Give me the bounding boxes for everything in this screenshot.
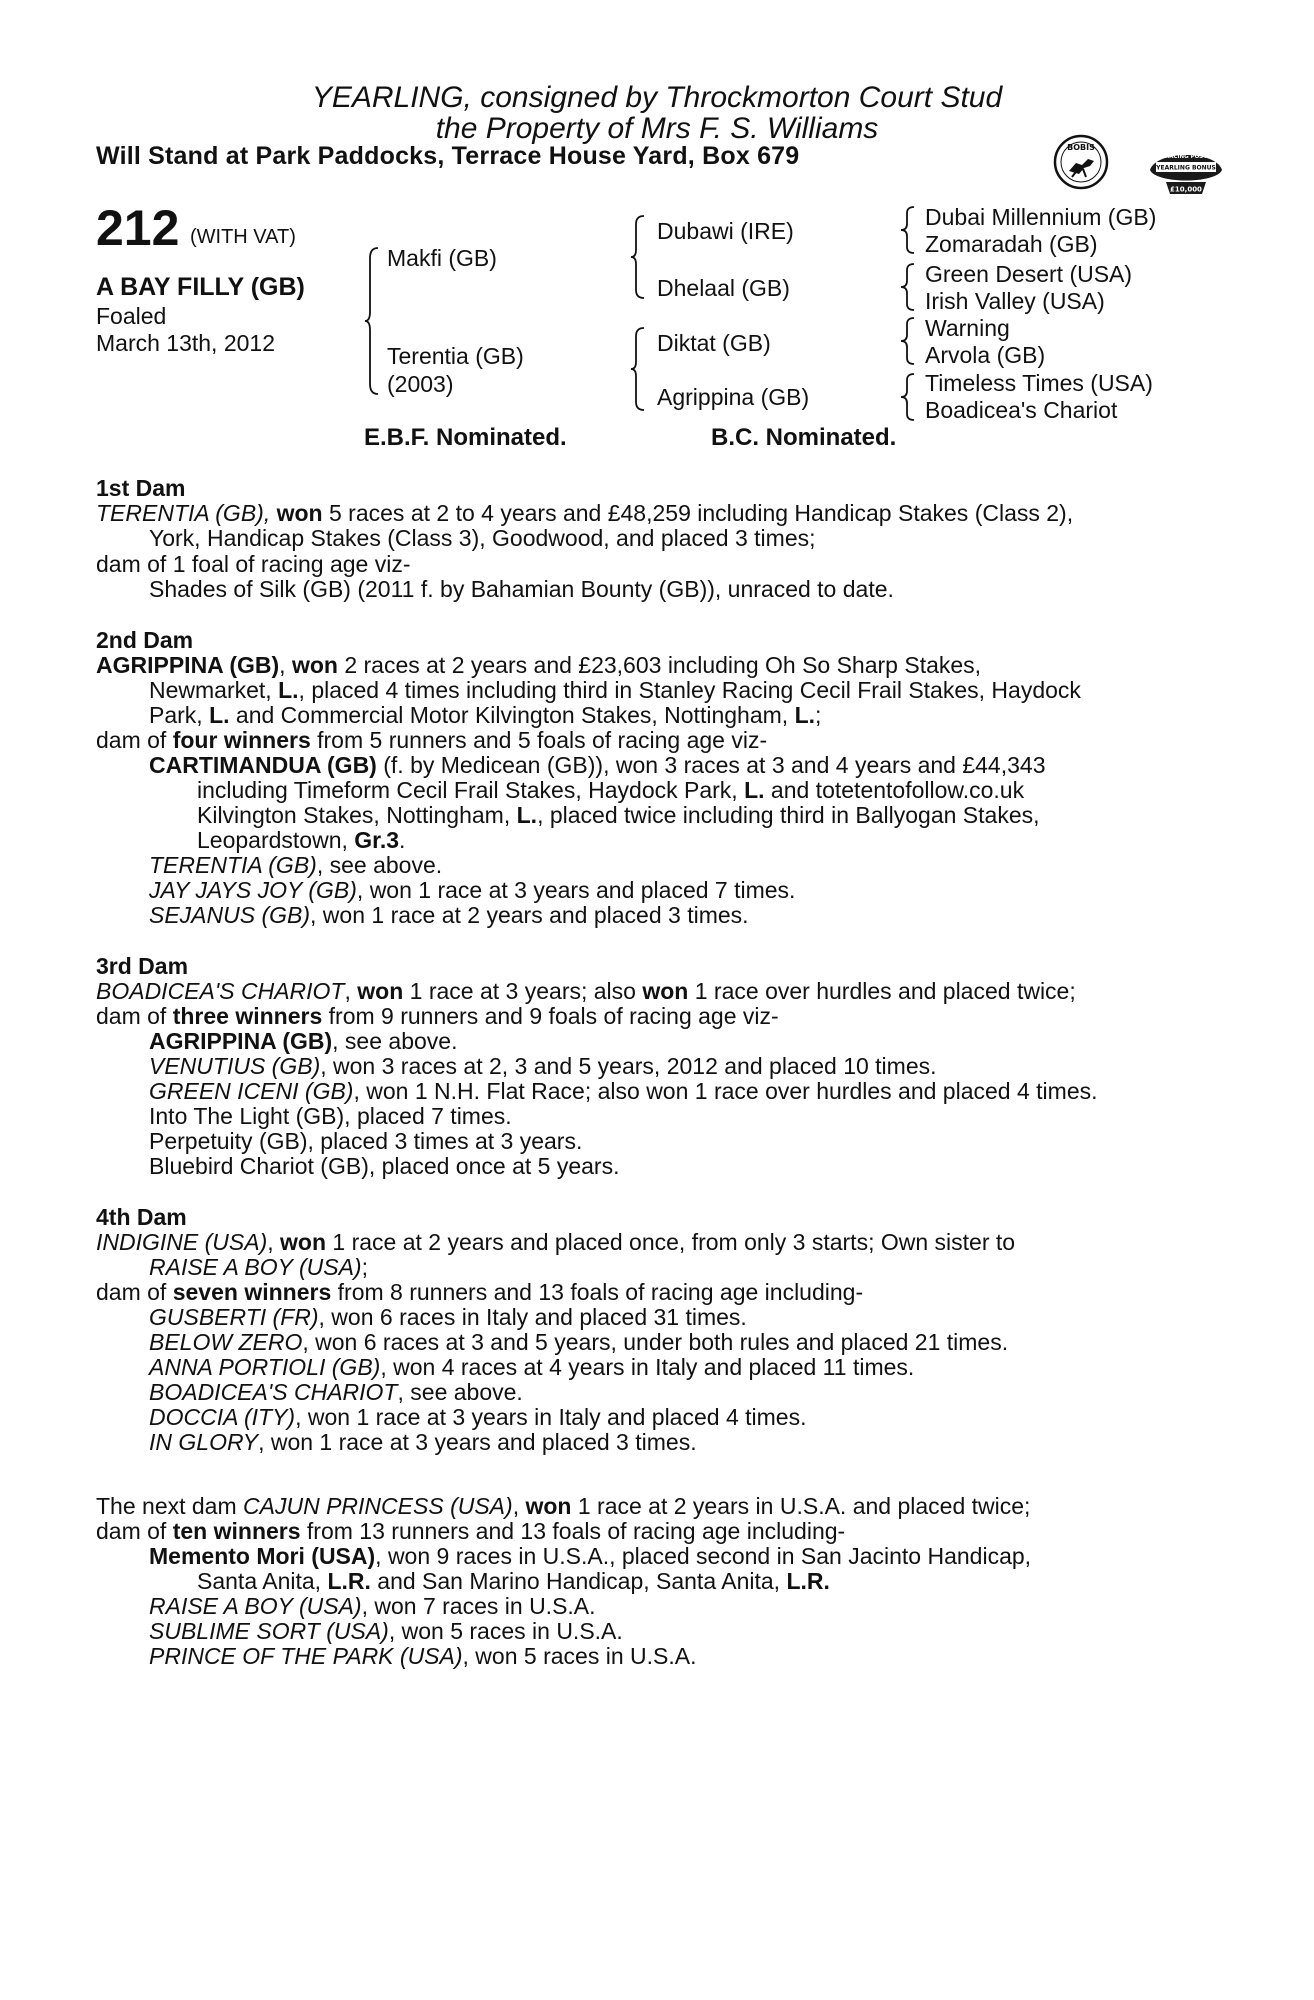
produce-line: TERENTIA (GB), see above. — [149, 852, 443, 878]
dam-line: RAISE A BOY (USA); — [149, 1254, 368, 1280]
lot-name: A BAY FILLY (GB) — [96, 273, 305, 301]
produce-line: Memento Mori (USA), won 9 races in U.S.A., placed second in San Jacinto Handicap, — [149, 1543, 1032, 1569]
produce-line: JAY JAYS JOY (GB), won 1 race at 3 years and placed 7 times. — [149, 877, 796, 903]
vat-note: (WITH VAT) — [190, 226, 296, 248]
pedigree-g3: Boadicea's Chariot — [925, 397, 1118, 423]
dam-line: Newmarket, L., placed 4 times including third in Stanley Racing Cecil Frail Stakes, Haydock — [149, 677, 1081, 703]
produce-line: BOADICEA'S CHARIOT, see above. — [149, 1379, 523, 1405]
pedigree-dam-dam: Agrippina (GB) — [657, 384, 810, 410]
pedigree-g3: Arvola (GB) — [925, 342, 1046, 368]
consignor-line: YEARLING, consigned by Throckmorton Court Stud — [311, 81, 1003, 114]
produce-line: ANNA PORTIOLI (GB), won 4 races at 4 years in Italy and placed 11 times. — [149, 1354, 915, 1380]
pedigree-g3: Warning — [925, 315, 1010, 341]
dam-line: INDIGINE (USA), won 1 race at 2 years and placed once, from only 3 starts; Own sister to — [96, 1229, 1016, 1255]
pedigree-sire-dam: Dhelaal (GB) — [657, 275, 790, 301]
svg-text:RACING POST: RACING POST — [1164, 154, 1208, 160]
pedigree-brace — [900, 262, 916, 312]
pedigree-brace — [900, 205, 916, 255]
pedigree-brace — [630, 214, 646, 300]
pedigree-brace — [630, 326, 646, 412]
dam-line: AGRIPPINA (GB), won 2 races at 2 years and £23,603 including Oh So Sharp Stakes, — [96, 652, 982, 678]
pedigree-dam-year: (2003) — [387, 371, 454, 397]
produce-line: SUBLIME SORT (USA), won 5 races in U.S.A. — [149, 1618, 623, 1644]
produce-line: BELOW ZERO, won 6 races at 3 and 5 years, under both rules and placed 21 times. — [149, 1329, 1009, 1355]
stand-location: Will Stand at Park Paddocks, Terrace House Yard, Box 679 — [96, 142, 800, 170]
pedigree-brace — [900, 316, 916, 366]
foaled-date: March 13th, 2012 — [96, 330, 276, 356]
bc-nominated: B.C. Nominated. — [711, 424, 897, 451]
pedigree-g3: Green Desert (USA) — [925, 261, 1133, 287]
pedigree-sire-sire: Dubawi (IRE) — [657, 218, 794, 244]
pedigree-g3: Dubai Millennium (GB) — [925, 204, 1157, 230]
section-heading: 1st Dam — [96, 475, 186, 501]
svg-text:£10,000: £10,000 — [1170, 185, 1202, 194]
pedigree-sire: Makfi (GB) — [387, 245, 497, 271]
produce-line: DOCCIA (ITY), won 1 race at 3 years in Italy and placed 4 times. — [149, 1404, 807, 1430]
yearling-bonus-badge-icon — [1146, 142, 1226, 200]
dam-line: dam of ten winners from 13 runners and 13 foals of racing age including- — [96, 1518, 846, 1544]
bobis-badge-icon — [1052, 133, 1110, 191]
dam-line: York, Handicap Stakes (Class 3), Goodwood, and placed 3 times; — [149, 525, 816, 551]
dam-line: dam of seven winners from 8 runners and 13 foals of racing age including- — [96, 1279, 864, 1305]
pedigree-dam: Terentia (GB) — [387, 343, 524, 369]
dam-line: TERENTIA (GB), won 5 races at 2 to 4 years and £48,259 including Handicap Stakes (Class 2), — [96, 500, 1074, 526]
pedigree-g3: Zomaradah (GB) — [925, 231, 1098, 257]
dam-line: dam of 1 foal of racing age viz- — [96, 551, 411, 577]
produce-line: Leopardstown, Gr.3. — [197, 827, 406, 853]
produce-line: including Timeform Cecil Frail Stakes, Haydock Park, L. and totetentofollow.co.uk — [197, 777, 1025, 803]
produce-line: Perpetuity (GB), placed 3 times at 3 years. — [149, 1128, 583, 1154]
owner-line: the Property of Mrs F. S. Williams — [435, 112, 879, 145]
produce-line: GUSBERTI (FR), won 6 races in Italy and placed 31 times. — [149, 1304, 747, 1330]
produce-line: VENUTIUS (GB), won 3 races at 2, 3 and 5 years, 2012 and placed 10 times. — [149, 1053, 937, 1079]
section-heading: 4th Dam — [96, 1204, 187, 1230]
pedigree-g3: Timeless Times (USA) — [925, 370, 1153, 396]
dam-line: dam of three winners from 9 runners and 9 foals of racing age viz- — [96, 1003, 779, 1029]
produce-line: Bluebird Chariot (GB), placed once at 5 years. — [149, 1153, 620, 1179]
pedigree-dam-sire: Diktat (GB) — [657, 330, 771, 356]
pedigree-brace — [364, 246, 380, 396]
produce-line: GREEN ICENI (GB), won 1 N.H. Flat Race; also won 1 race over hurdles and placed 4 times. — [149, 1078, 1098, 1104]
produce-line: Kilvington Stakes, Nottingham, L., placed twice including third in Ballyogan Stakes, — [197, 802, 1040, 828]
dam-line: The next dam CAJUN PRINCESS (USA), won 1 race at 2 years in U.S.A. and placed twice; — [96, 1493, 1031, 1519]
produce-line: Into The Light (GB), placed 7 times. — [149, 1103, 512, 1129]
produce-line: AGRIPPINA (GB), see above. — [149, 1028, 458, 1054]
svg-text:BOBIS: BOBIS — [1067, 143, 1095, 152]
svg-text:YEARLING BONUS: YEARLING BONUS — [1156, 164, 1216, 172]
section-heading: 3rd Dam — [96, 953, 189, 979]
produce-line: CARTIMANDUA (GB) (f. by Medicean (GB)), won 3 races at 3 and 4 years and £44,343 — [149, 752, 1046, 778]
section-heading: 2nd Dam — [96, 627, 194, 653]
produce-line: Santa Anita, L.R. and San Marino Handicap, Santa Anita, L.R. — [197, 1568, 830, 1594]
dam-line: dam of four winners from 5 runners and 5 foals of racing age viz- — [96, 727, 768, 753]
dam-line: Park, L. and Commercial Motor Kilvington Stakes, Nottingham, L.; — [149, 702, 822, 728]
lot-number: 212 — [96, 200, 180, 256]
dam-line: BOADICEA'S CHARIOT, won 1 race at 3 years; also won 1 race over hurdles and placed twice; — [96, 978, 1076, 1004]
produce-line: RAISE A BOY (USA), won 7 races in U.S.A. — [149, 1593, 596, 1619]
foaled-label: Foaled — [96, 303, 167, 329]
ebf-nominated: E.B.F. Nominated. — [364, 424, 567, 451]
produce-line: Shades of Silk (GB) (2011 f. by Bahamian Bounty (GB)), unraced to date. — [149, 576, 894, 602]
produce-line: SEJANUS (GB), won 1 race at 2 years and placed 3 times. — [149, 902, 749, 928]
produce-line: IN GLORY, won 1 race at 3 years and placed 3 times. — [149, 1429, 697, 1455]
pedigree-brace — [900, 372, 916, 422]
produce-line: PRINCE OF THE PARK (USA), won 5 races in U.S.A. — [149, 1643, 697, 1669]
pedigree-g3: Irish Valley (USA) — [925, 288, 1105, 314]
